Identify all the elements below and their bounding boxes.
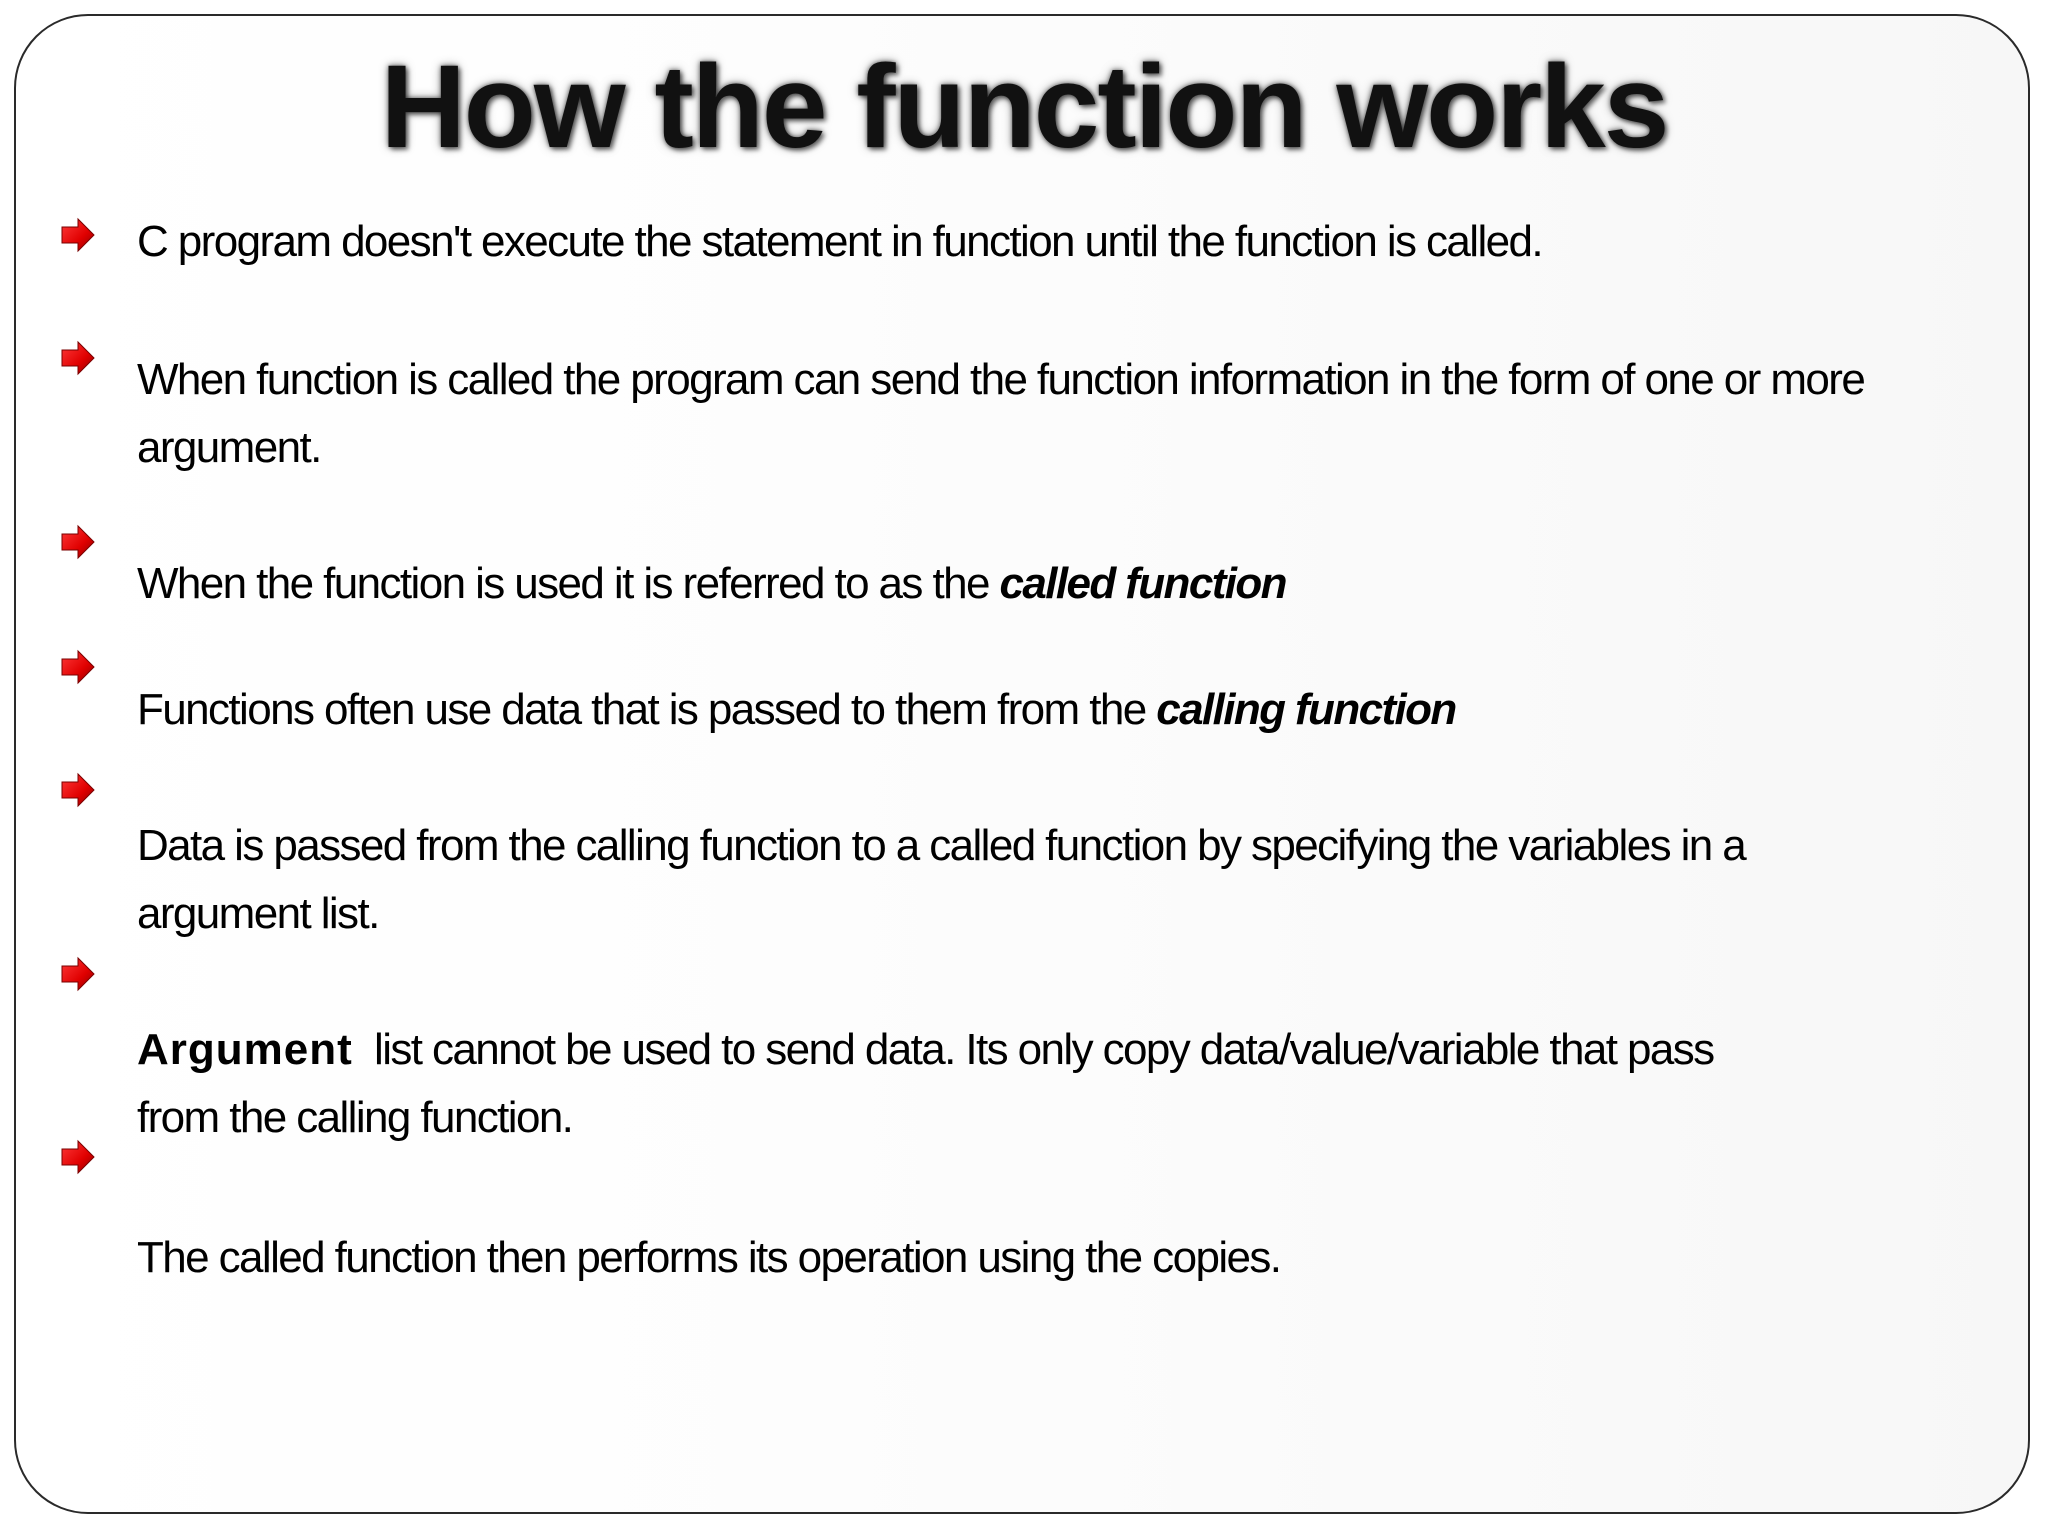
- slide-title: How the function works: [380, 41, 1668, 173]
- bullet-text-line-1: Data is passed from the calling function to a called function by specifying the variables in a: [137, 821, 1746, 870]
- bullet-text-line-2: argument list.: [137, 889, 379, 938]
- bullet-item-7: [137, 1224, 1997, 1292]
- bullet-text-line-1: When function is called the program can send the function information in the form of one or more: [137, 355, 1865, 404]
- bullet-text: C program doesn't execute the statement in function until the function is called.: [137, 217, 1543, 266]
- bullet-text: When the function is used it is referred to as the: [137, 559, 1000, 608]
- bullet-item-1: [137, 208, 1997, 276]
- bullet-emphasis: called function: [999, 559, 1286, 608]
- red-arrow-bullet-icon: [60, 339, 98, 377]
- red-arrow-bullet-icon: [60, 648, 98, 686]
- bullet-item-4: [137, 676, 1997, 744]
- bullet-text-line-2: from the calling function.: [137, 1093, 573, 1142]
- bullet-emphasis: calling function: [1156, 685, 1456, 734]
- bullet-item-5: [137, 812, 1997, 948]
- bullet-text: Functions often use data that is passed to them from the: [137, 685, 1157, 734]
- bullet-strong-term: Argument: [137, 1025, 353, 1074]
- red-arrow-bullet-icon: [60, 771, 98, 809]
- red-arrow-bullet-icon: [60, 216, 98, 254]
- red-arrow-bullet-icon: [60, 1138, 98, 1176]
- bullet-text-line-2: argument.: [137, 423, 321, 472]
- bullet-text-line-1: [137, 1016, 1997, 1084]
- bullet-text: list cannot be used to send data. Its only copy data/value/variable that pass: [352, 1025, 1714, 1074]
- bullet-text: The called function then performs its operation using the copies.: [137, 1233, 1281, 1282]
- bullet-item-6: [137, 1016, 1997, 1152]
- bullet-item-2: [137, 346, 1997, 482]
- bullet-item-3: [137, 550, 1997, 618]
- red-arrow-bullet-icon: [60, 955, 98, 993]
- red-arrow-bullet-icon: [60, 523, 98, 561]
